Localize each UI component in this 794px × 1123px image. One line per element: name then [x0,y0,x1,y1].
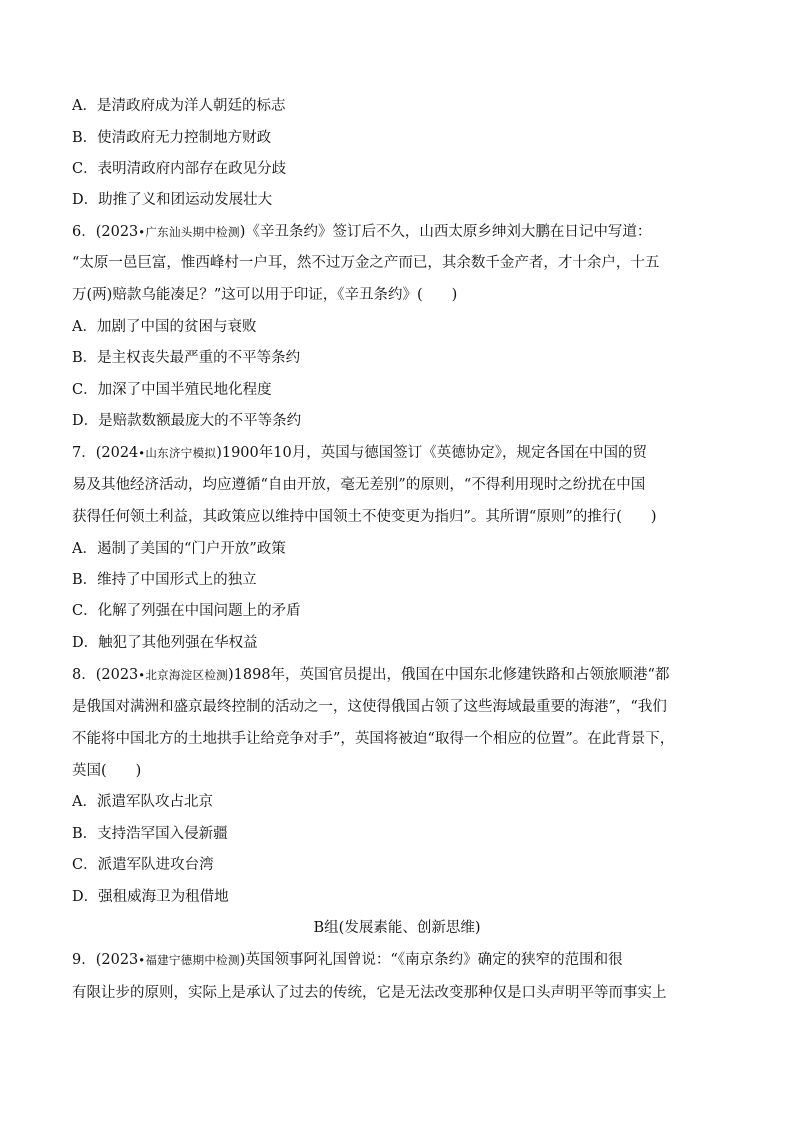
q7-stem-line-2: 易及其他经济活动，均应遵循“自由开放，毫无差别”的原则，“不得利用现时之纷扰在中国 [72,477,646,493]
q5-option-b: B．使清政府无力控制地方财政 [72,130,272,146]
q7-source: •山东济宁模拟 [138,446,217,460]
q9-number: 9．(2023 [72,952,139,968]
q8-stem-line-2: 是俄国对满洲和盛京最终控制的活动之一，这使得俄国占领了这些海域最重要的海港”，“我们 [72,699,667,715]
q7-stem-text-1: )1900年10月，英国与德国签订《英德协定》，规定各国在中国的贸 [216,445,647,461]
q9-stem-text-1: )英国领事阿礼国曾说：“《南京条约》确定的狭窄的范围和很 [239,952,623,968]
q7-option-a: A．遏制了美国的“门户开放”政策 [72,541,286,557]
q8-stem-line-1 [72,665,722,685]
q8-option-d: D．强租威海卫为租借地 [72,889,229,905]
q7-option-c: C．化解了列强在中国问题上的矛盾 [72,603,301,619]
q7-stem-line-3: 获得任何领土利益，其政策应以维持中国领土不使变更为指归”。其所谓“原则”的推行( ) [72,509,657,525]
q7-option-b: B．维持了中国形式上的独立 [72,572,257,588]
q6-stem-line-1 [72,222,722,242]
q6-stem-line-2: “太原一邑巨富，惟西峰村一户耳，然不过万金之产而已，其余数千金产者，才十余户，十五 [72,255,660,271]
q8-stem-line-3: 不能将中国北方的土地拱手让给竞争对手”，英国将被迫“取得一个相应的位置”。在此背景下， [72,731,675,747]
q6-stem-text-1: )《辛丑条约》签订后不久，山西太原乡绅刘大鹏在日记中写道： [239,224,652,240]
q8-source: •北京海淀区检测 [138,668,228,682]
q9-stem-line-1 [72,950,722,970]
q6-option-c: C．加深了中国半殖民地化程度 [72,382,272,398]
q8-option-c: C．派遣军队进攻台湾 [72,857,214,873]
q6-number: 6．(2023 [72,224,139,240]
q8-option-b: B．支持浩罕国入侵新疆 [72,826,228,842]
q5-option-c: C．表明清政府内部存在政见分歧 [72,161,287,177]
q9-source: •福建宁德期中检测 [138,953,240,967]
q8-option-a: A．派遣军队攻占北京 [72,794,213,810]
q9-stem-line-2: 有限让步的原则，实际上是承认了过去的传统，它是无法改变那种仅是口头声明平等而事实上 [72,985,667,1001]
q7-number: 7．(2024 [72,445,139,461]
section-b-heading: B组(发展素能、创新思维) [313,920,481,936]
q6-option-b: B．是主权丧失最严重的不平等条约 [72,350,301,366]
q5-option-a: A．是清政府成为洋人朝廷的标志 [72,98,286,114]
q7-option-d: D．触犯了其他列强在华权益 [72,635,258,651]
q6-source: •广东汕头期中检测 [138,225,240,239]
q6-stem-line-3: 万(两)赔款乌能凑足？”这可以用于印证，《辛丑条约》( ) [72,287,458,303]
q8-stem-line-4: 英国( ) [72,763,142,779]
q7-stem-line-1 [72,443,722,463]
q8-stem-text-1: )1898年，英国官员提出，俄国在中国东北修建铁路和占领旅顺港“都 [227,667,670,683]
q8-number: 8．(2023 [72,667,139,683]
q5-option-d: D．助推了义和团运动发展壮大 [72,192,273,208]
q6-option-a: A．加剧了中国的贫困与衰败 [72,319,257,335]
q6-option-d: D．是赔款数额最庞大的不平等条约 [72,413,302,429]
